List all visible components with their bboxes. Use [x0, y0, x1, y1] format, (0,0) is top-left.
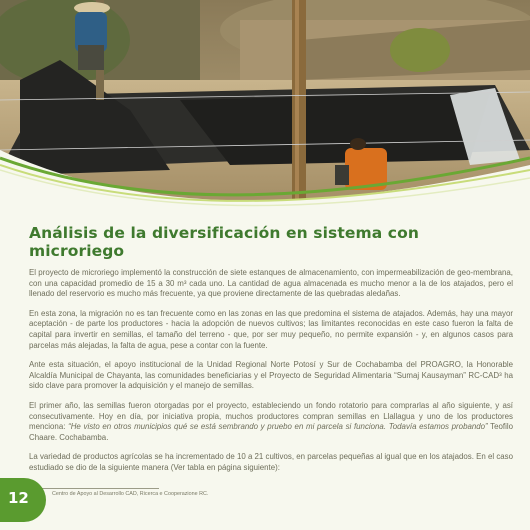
- page-number: 12: [8, 489, 29, 507]
- paragraph-crop-variety: La variedad de productos agrícolas se ha incrementado de 10 a 21 cultivos, en parcelas pequeñas al igual que en los atajados. En el caso estudiado se dio de la siguiente manera (Ver tabla en página siguiente):: [29, 452, 513, 472]
- producer-quote: “He visto en otros municipios qué se está sembrando y pruebo en mi parcela si funciona. Todavía estamos probando”: [68, 422, 488, 432]
- footnote-text: Centro de Apoyo al Desarrollo CAD, Ricerca e Cooperazione RC.: [52, 491, 209, 497]
- paragraph-seed-fund: [29, 401, 513, 443]
- footnote: [37, 491, 208, 497]
- paragraph-migration: En esta zona, la migración no es tan frecuente como en las zonas en las que predomina el sistema de atajados. Además, hay una mayor aceptación - de parte los productores - hacia la adopción de nuevos cultivos; las limitantes reconocidas en este caso fueron la falta de capital para invertir en semillas, el tamaño del terreno - que, por ser muy pequeño, no permite expansión - y, en algunos casos para parcelas más alejadas, la falta de agua, pese a contar con la fuente.: [29, 308, 513, 350]
- article-body: [29, 224, 513, 483]
- paragraph-institutional-support: Ante esta situación, el apoyo institucional de la Unidad Regional Norte Potosí y Sur de Cochabamba del PROAGRO, la Honorable Alcaldía Municipal de Chayanta, las comunidades beneficiarias y el Proyecto de Seguridad Alimentaria “Sumaj Kausayman” RC-CAD³ ha sido clave para promover la adquisición y el manejo de semillas.: [29, 360, 513, 391]
- paragraph-seed-fund-text: El primer año, las semillas fueron otorgadas por el proyecto, estableciendo un fondo rotatorio para comprarlas al año siguiente, y así consecutivamente. Hoy en día, por iniciativa propia, muchos productores compran semillas en Llallagua y uno de los productores menciona:: [29, 400, 513, 432]
- paragraph-storage-ponds: El proyecto de microriego implementó la construcción de siete estanques de almacenamiento, con impermeabilización de geo-membrana, con una capacidad promedio de 15 a 30 m³ cada uno. La cantidad de agua almacenada es mucho menor a la de los atajados, pero el llenado del reservorio es mucho más frecuente, ya que proviene directamente de las quebradas aledañas.: [29, 268, 513, 299]
- footnote-divider: [29, 488, 159, 489]
- section-title: Análisis de la diversificación en sistema con microriego: [29, 224, 419, 260]
- decorative-green-wave: [0, 150, 530, 230]
- quote-attribution: Teofilo Chaare. Cochabamba.: [29, 422, 513, 442]
